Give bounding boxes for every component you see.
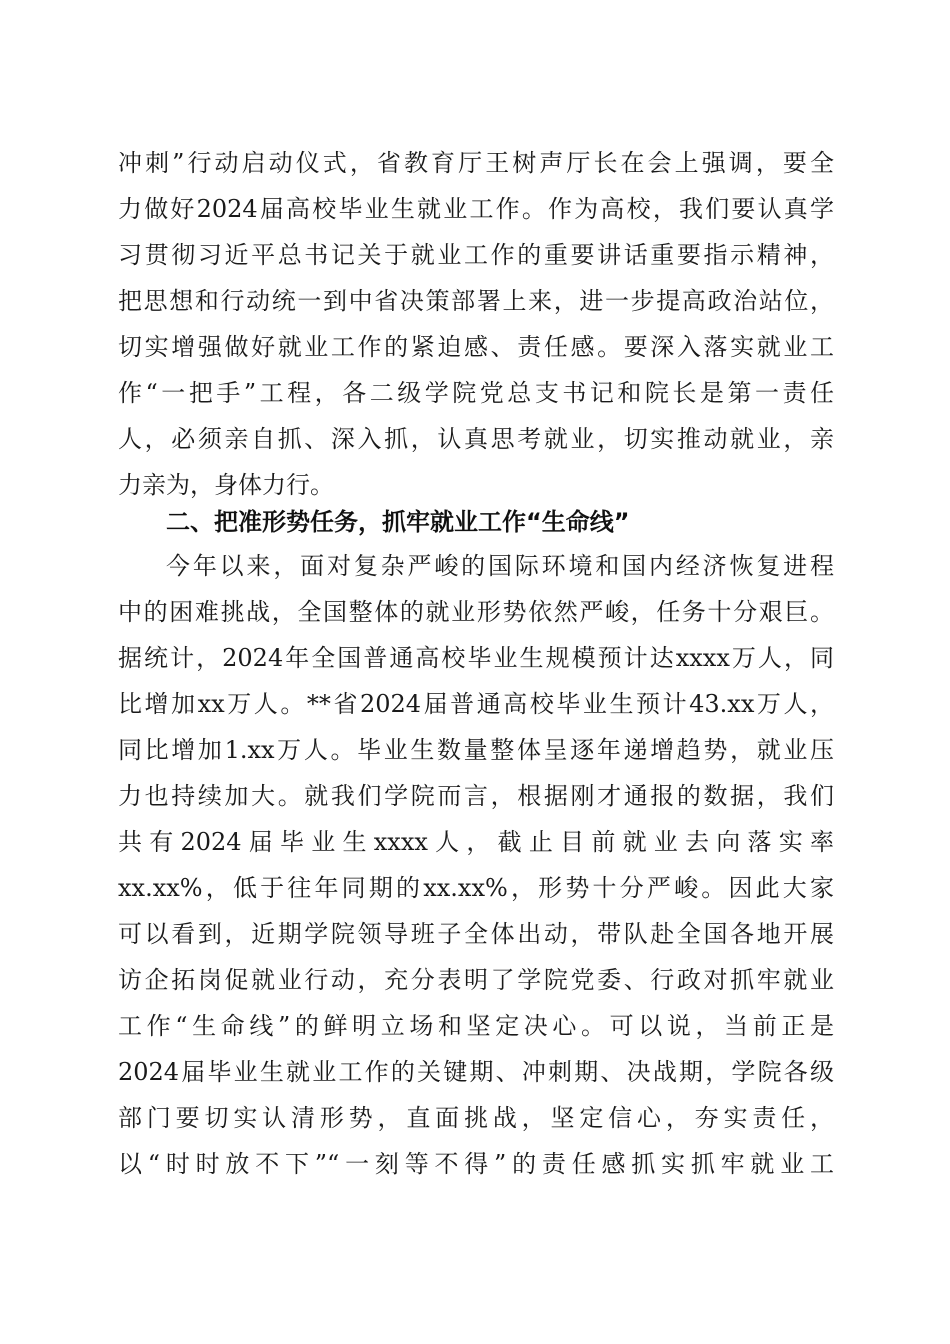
paragraph-line: 人，必须亲自抓、深入抓，认真思考就业，切实推动就业，亲	[118, 425, 834, 453]
paragraph-line: 比增加xx万人。**省2024届普通高校毕业生预计43.xx万人，	[118, 690, 834, 718]
paragraph-line: 冲刺”行动启动仪式，省教育厅王树声厅长在会上强调，要全	[118, 149, 834, 177]
paragraph-line: 可以看到，近期学院领导班子全体出动，带队赴全国各地开展	[118, 920, 834, 948]
paragraph-line: 据统计，2024年全国普通高校毕业生规模预计达xxxx万人，同	[118, 644, 834, 672]
paragraph-line: 把思想和行动统一到中省决策部署上来，进一步提高政治站位，	[118, 287, 834, 315]
paragraph-line: 工作“生命线”的鲜明立场和坚定决心。可以说，当前正是	[118, 1012, 834, 1040]
section-heading: 二、把准形势任务，抓牢就业工作“生命线”	[166, 508, 630, 536]
paragraph-line: 部门要切实认清形势，直面挑战，坚定信心，夯实责任，	[118, 1104, 834, 1132]
paragraph-line: 共有2024届毕业生xxxx人，截止目前就业去向落实率	[118, 828, 834, 856]
paragraph-line: 访企拓岗促就业行动，充分表明了学院党委、行政对抓牢就业	[118, 966, 834, 994]
paragraph-line: 习贯彻习近平总书记关于就业工作的重要讲话重要指示精神，	[118, 241, 834, 269]
paragraph-line: 以“时时放不下”“一刻等不得”的责任感抓实抓牢就业工	[118, 1150, 834, 1178]
paragraph-line: 作“一把手”工程，各二级学院党总支书记和院长是第一责任	[118, 379, 834, 407]
paragraph-line: 中的困难挑战，全国整体的就业形势依然严峻，任务十分艰巨。	[118, 598, 834, 626]
paragraph-line: 力做好2024届高校毕业生就业工作。作为高校，我们要认真学	[118, 195, 834, 223]
paragraph-line: 切实增强做好就业工作的紧迫感、责任感。要深入落实就业工	[118, 333, 834, 361]
paragraph-line: 力亲为，身体力行。	[118, 471, 334, 499]
paragraph-line: 力也持续加大。就我们学院而言，根据刚才通报的数据，我们	[118, 782, 834, 810]
paragraph-line: 2024届毕业生就业工作的关键期、冲刺期、决战期，学院各级	[118, 1058, 834, 1086]
paragraph-line: 同比增加1.xx万人。毕业生数量整体呈逐年递增趋势，就业压	[118, 736, 834, 764]
paragraph-line: xx.xx%，低于往年同期的xx.xx%，形势十分严峻。因此大家	[118, 874, 834, 902]
paragraph-line: 今年以来，面对复杂严峻的国际环境和国内经济恢复进程	[166, 552, 834, 580]
